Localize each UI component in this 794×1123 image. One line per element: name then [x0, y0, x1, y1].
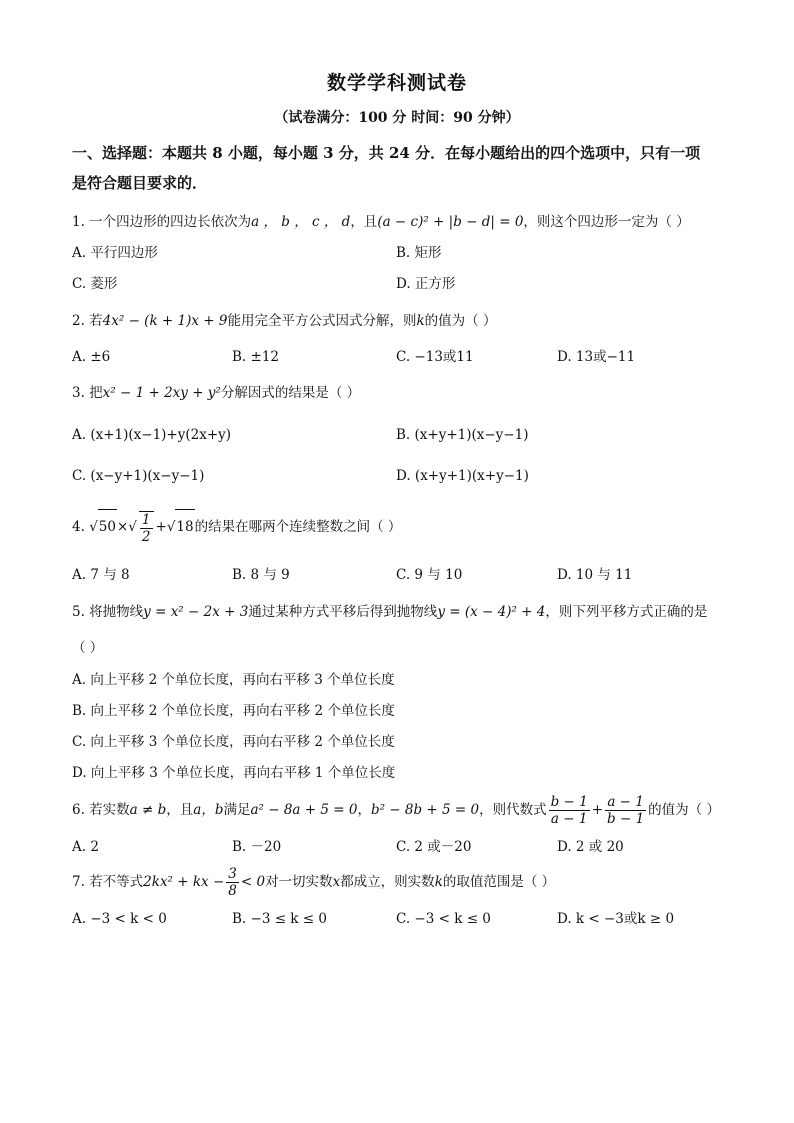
q5-option-a[interactable]: A. 向上平移 2 个单位长度，再向右平移 3 个单位长度 [72, 672, 395, 688]
q5-expression-1: y = x² − 2x + 3 [143, 604, 249, 620]
q6-fraction-1 [549, 794, 590, 827]
q5-text: 5. 将抛物线 [72, 604, 144, 620]
question-3-stem [72, 383, 732, 403]
q6-option-a[interactable]: A. 2 [72, 839, 99, 855]
q7-expression-a: 2kx² + kx − [143, 874, 225, 890]
section-heading [72, 138, 732, 198]
q6-plus: + [591, 802, 604, 818]
q7-option-a[interactable]: A. −3 < k < 0 [72, 911, 167, 927]
q2-var: k [416, 313, 425, 329]
q7-f-num: 3 [228, 866, 237, 882]
q2-expression: 4x² − (k + 1)x + 9 [102, 313, 228, 329]
q7-var-k: k [434, 874, 443, 890]
q6-f1-den: a − 1 [550, 811, 588, 827]
question-2-stem [72, 311, 732, 331]
q3-option-c[interactable]: C. (x−y+1)(x−y−1) [72, 468, 205, 484]
q4-option-b[interactable]: B. 8 与 9 [232, 567, 290, 583]
question-5-stem [72, 602, 732, 622]
q6-text-e: 的值为（ ） [648, 802, 720, 818]
q6-f2-den: b − 1 [607, 811, 645, 827]
q4-option-d[interactable]: D. 10 与 11 [557, 567, 633, 583]
q7-text-c: 都成立，则实数 [340, 874, 435, 890]
q7-var-x: x [332, 874, 341, 890]
q4-fraction [139, 511, 154, 545]
q7-f-den: 8 [228, 883, 237, 899]
q1-option-c[interactable]: C. 菱形 [72, 276, 118, 292]
q4-radicand-2: 18 [175, 509, 194, 544]
q7-text: 7. 若不等式 [72, 874, 144, 890]
q5-option-b[interactable]: B. 向上平移 2 个单位长度，再向右平移 2 个单位长度 [72, 703, 395, 719]
q6-text-b: ，且 [166, 802, 194, 818]
q6-condition: a ≠ b [129, 802, 167, 818]
q3-expression: x² − 1 + 2xy + y² [102, 385, 221, 401]
q1-option-d[interactable]: D. 正方形 [396, 276, 456, 292]
q6-option-c[interactable]: C. 2 或－20 [396, 839, 472, 855]
q3-option-a[interactable]: A. (x+1)(x−1)+y(2x+y) [72, 427, 232, 443]
q2-text-c: 的值为（ ） [424, 313, 497, 329]
q6-text-c: 满足 [223, 802, 251, 818]
q4-text-b: 的结果在哪两个连续整数之间（ ） [194, 519, 402, 535]
q3-text: 3. 把 [72, 385, 103, 401]
q5-option-d[interactable]: D. 向上平移 3 个单位长度，再向右平移 1 个单位长度 [72, 765, 396, 781]
q1-vars: a ， b ， c ， d [251, 214, 351, 230]
q5-option-c[interactable]: C. 向上平移 3 个单位长度，再向右平移 2 个单位长度 [72, 734, 395, 750]
q6-fraction-2 [605, 794, 646, 827]
q4-frac-num: 1 [141, 511, 151, 528]
q5-answer-paren: （ ） [72, 640, 104, 656]
q6-option-b[interactable]: B. －20 [232, 839, 282, 855]
q7-fraction [226, 866, 239, 899]
page-title: 数学学科测试卷 [326, 72, 467, 94]
sqrt-symbol: √ [128, 519, 137, 535]
q4-times: × [116, 519, 129, 535]
q6-text: 6. 若实数 [72, 802, 130, 818]
q3-option-b[interactable]: B. (x+y+1)(x−y−1) [396, 427, 529, 443]
q4-option-a[interactable]: A. 7 与 8 [72, 567, 130, 583]
q2-text-b: 能用完全平方公式因式分解，则 [227, 313, 417, 329]
q5-expression-2: y = (x − 4)² + 4 [437, 604, 546, 620]
q3-text-b: 分解因式的结果是（ ） [220, 385, 361, 401]
q5-text-c: ，则下列平移方式正确的是 [545, 604, 708, 620]
question-6-stem [72, 792, 732, 828]
q6-equation-1: a² − 8a + 5 = 0 [250, 802, 358, 818]
q6-f2-num: a − 1 [605, 794, 646, 811]
q4-text: 4. [72, 519, 85, 535]
q1-text: 1. 一个四边形的四边长依次为 [72, 214, 252, 230]
q2-option-b[interactable]: B. ±12 [232, 349, 279, 365]
q3-option-d[interactable]: D. (x+y+1)(x+y−1) [396, 468, 529, 484]
q2-option-a[interactable]: A. ±6 [72, 349, 111, 365]
q6-option-d[interactable]: D. 2 或 20 [557, 839, 624, 855]
q7-text-d: 的取值范围是（ ） [442, 874, 556, 890]
q1-condition: (a − c)² + |b − d| = 0 [377, 214, 524, 230]
q2-text: 2. 若 [72, 313, 103, 329]
q5-text-b: 通过某种方式平移后得到抛物线 [248, 604, 438, 620]
q1-option-a[interactable]: A. 平行四边形 [72, 245, 158, 261]
q2-option-c[interactable]: C. −13或11 [396, 349, 474, 365]
question-7-stem [72, 864, 732, 900]
section-heading-line1: 一、选择题：本题共 8 小题，每小题 3 分，共 24 分．在每小题给出的四个选项中，只有一项 [72, 144, 701, 162]
question-4-stem [72, 509, 732, 545]
q6-separator: ， [357, 802, 371, 818]
section-heading-line2: 是符合题目要求的． [72, 174, 208, 192]
q2-option-d[interactable]: D. 13或−11 [557, 349, 636, 365]
q6-equation-2: b² − 8b + 5 = 0 [370, 802, 480, 818]
q4-radicand-1: 50 [98, 509, 117, 544]
sqrt-symbol: √ [89, 519, 98, 535]
q6-f1-num: b − 1 [550, 794, 588, 810]
q7-option-d[interactable]: D. k < −3或k ≥ 0 [557, 911, 675, 927]
q1-option-b[interactable]: B. 矩形 [396, 245, 442, 261]
q7-option-b[interactable]: B. −3 ≤ k ≤ 0 [232, 911, 327, 927]
q1-text-c: ，则这个四边形一定为（ ） [523, 214, 690, 230]
q4-frac-den: 2 [141, 528, 151, 545]
q7-option-c[interactable]: C. −3 < k ≤ 0 [396, 911, 491, 927]
q7-expression-b: < 0 [240, 874, 266, 890]
q1-text-b: ，且 [350, 214, 378, 230]
q7-text-b: 对一切实数 [265, 874, 333, 890]
q6-vars: a，b [193, 802, 224, 818]
q6-text-d: ，则代数式 [479, 802, 547, 818]
q4-option-c[interactable]: C. 9 与 10 [396, 567, 463, 583]
sqrt-symbol: √ [166, 519, 176, 535]
question-1-stem [72, 212, 732, 232]
exam-info: （试卷满分：100 分 时间：90 分钟） [274, 110, 520, 126]
q4-plus: + [155, 519, 167, 535]
